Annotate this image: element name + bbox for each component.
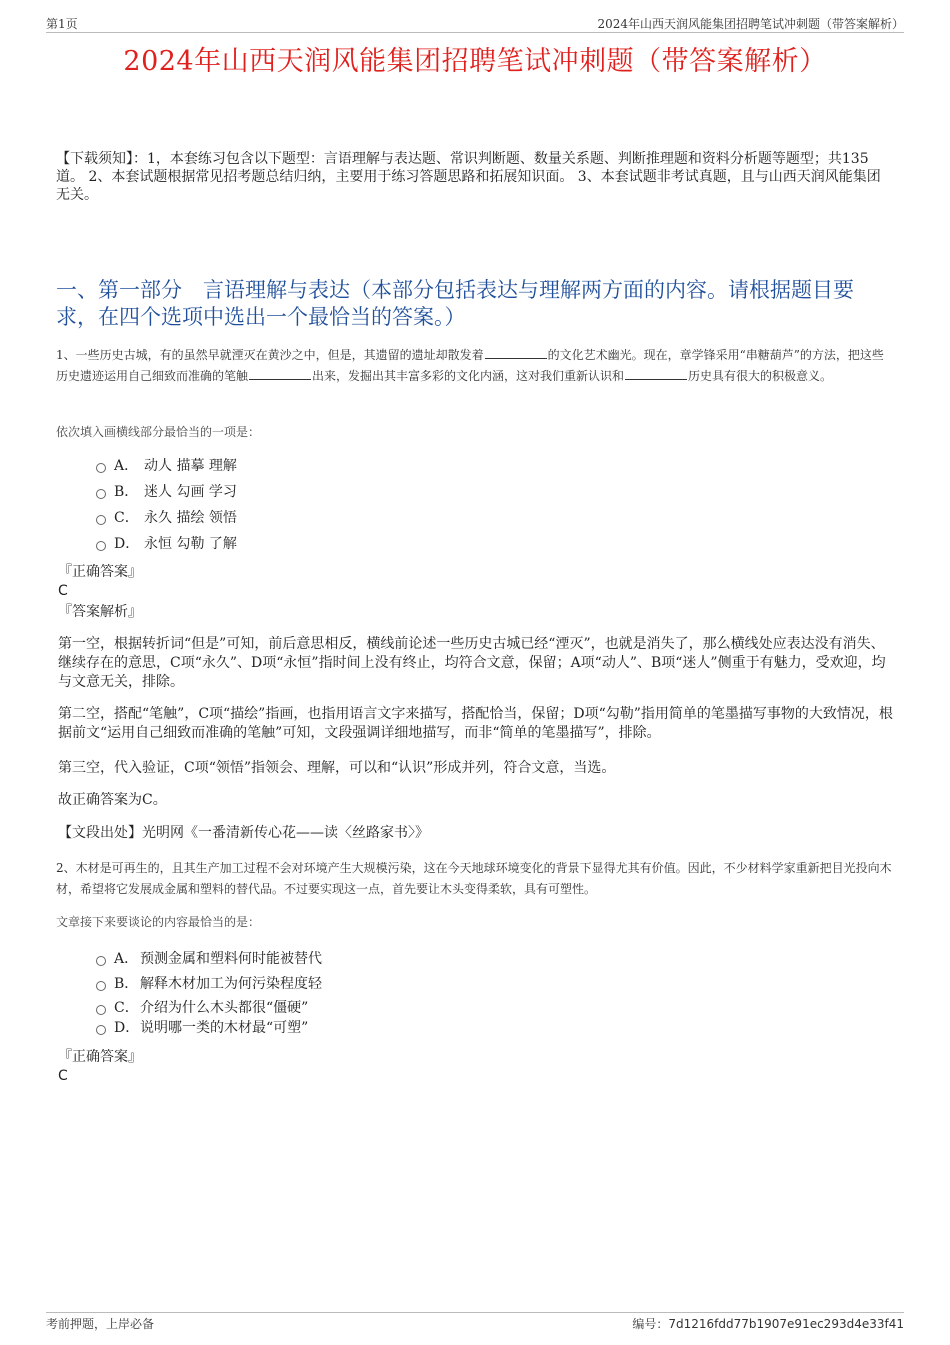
document-title: 2024年山西天润风能集团招聘笔试冲刺题（带答案解析） — [123, 46, 827, 77]
option-letter: B． — [114, 976, 139, 992]
source-citation: 【文段出处】光明网《一番清新传心花——读〈丝路家书〉》 — [58, 825, 429, 841]
section-title: 一、第一部分 言语理解与表达（本部分包括表达与理解两方面的内容。请根据题目要求，在四个选项中选出一个最恰当的答案。） — [56, 278, 854, 329]
analysis-paragraph-2: 第二空，搭配“笔触”，C项“描绘”指画，也指用语言文字来描写，搭配恰当，保留；D项“勾勒”指用简单的笔墨描写事物的大致情况，根据前文“运用自己细致而准确的笔触”可知，文段强调详细地描写，而非“简单的笔墨描写”，排除。 — [58, 706, 893, 741]
question-1-text-part: 出来，发掘出其丰富多彩的文化内涵，这对我们重新认识和 — [312, 369, 625, 383]
option-letter: C． — [114, 1000, 139, 1016]
radio-icon[interactable] — [96, 956, 106, 966]
header-doc-title: 2024年山西天润风能集团招聘笔试冲刺题（带答案解析） — [597, 17, 904, 31]
option-letter: A． — [114, 951, 139, 967]
option-text: 永久 描绘 领悟 — [144, 510, 237, 526]
page-header — [46, 14, 904, 33]
question-1-prompt: 依次填入画横线部分最恰当的一项是： — [56, 425, 261, 439]
option-text: 迷人 勾画 学习 — [144, 484, 237, 500]
option-text: 解释木材加工为何污染程度轻 — [140, 976, 322, 992]
page-number: 第1页 — [46, 17, 78, 31]
radio-icon[interactable] — [96, 541, 106, 551]
question-1-text-part: 的文化艺术幽光。现在，章学锋采用“串糖葫芦”的方法，把这些历史遗迹运用自己细致而准确的笔触 — [56, 348, 884, 383]
question-1-text-part: 历史具有很大的积极意义。 — [688, 369, 833, 383]
answer-label: 『正确答案』 — [58, 1049, 142, 1065]
code-label: 编号： — [632, 1317, 669, 1331]
download-notice: 【下载须知】：1，本套练习包含以下题型：言语理解与表达题、常识判断题、数量关系题、判断推理题和资料分析题等题型；共135道。 2、本套试题根据常见招考题总结归纳，主要用于练习答题思路和拓展知识面。 3、本套试题非考试真题，且与山西天润风能集团无关。 — [56, 151, 881, 203]
analysis-paragraph-1: 第一空，根据转折词“但是”可知，前后意思相反，横线前论述一些历史古城已经“湮灭”，也就是消失了，那么横线处应表达没有消失、继续存在的意思，C项“永久”、D项“永恒”指时间上没有终止，均符合文意，保留；A项“动人”、B项“迷人”侧重于有魅力，受欢迎，均与文意无关，排除。 — [58, 636, 886, 690]
option-text: 介绍为什么木头都很“僵硬” — [140, 1000, 309, 1016]
option-text: 动人 描摹 理解 — [144, 458, 237, 474]
correct-answer: C — [58, 583, 68, 599]
correct-answer: C — [58, 1068, 68, 1084]
fill-blank — [625, 367, 687, 380]
radio-icon[interactable] — [96, 981, 106, 991]
radio-icon[interactable] — [96, 489, 106, 499]
option-letter: D． — [114, 536, 140, 552]
radio-icon[interactable] — [96, 515, 106, 525]
radio-icon[interactable] — [96, 463, 106, 473]
fill-blank — [249, 367, 311, 380]
footer-slogan: 考前押题，上岸必备 — [46, 1317, 155, 1331]
analysis-label: 『答案解析』 — [58, 604, 142, 620]
option-letter: A． — [114, 458, 139, 474]
fill-blank — [485, 346, 547, 359]
question-1-text — [56, 345, 894, 387]
answer-label: 『正确答案』 — [58, 564, 142, 580]
option-letter: C． — [114, 510, 139, 526]
option-text: 说明哪一类的木材最“可塑” — [140, 1020, 309, 1036]
option-letter: B． — [114, 484, 139, 500]
document-code — [632, 1315, 904, 1332]
question-2-prompt: 文章接下来要谈论的内容最恰当的是： — [56, 915, 261, 929]
option-letter: D． — [114, 1020, 140, 1036]
question-2-text: 2、木材是可再生的，且其生产加工过程不会对环境产生大规模污染，这在今天地球环境变化的背景下显得尤其有价值。因此，不少材料学家重新把目光投向木材，希望将它发展成金属和塑料的替代品。不过要实现这一点，首先要让木头变得柔软，具有可塑性。 — [56, 861, 892, 896]
analysis-paragraph-3: 第三空，代入验证，C项“领悟”指领会、理解，可以和“认识”形成并列，符合文意，当选。 — [58, 760, 616, 776]
code-value: 7d1216fdd77b1907e91ec293d4e33f41 — [668, 1317, 904, 1331]
question-1-text-part: 1、一些历史古城，有的虽然早就湮灭在黄沙之中，但是，其遗留的遗址却散发着 — [56, 348, 484, 362]
option-text: 永恒 勾勒 了解 — [144, 536, 237, 552]
page-footer — [46, 1312, 904, 1333]
radio-icon[interactable] — [96, 1005, 106, 1015]
option-text: 预测金属和塑料何时能被替代 — [140, 951, 322, 967]
radio-icon[interactable] — [96, 1025, 106, 1035]
analysis-conclusion: 故正确答案为C。 — [58, 792, 167, 808]
